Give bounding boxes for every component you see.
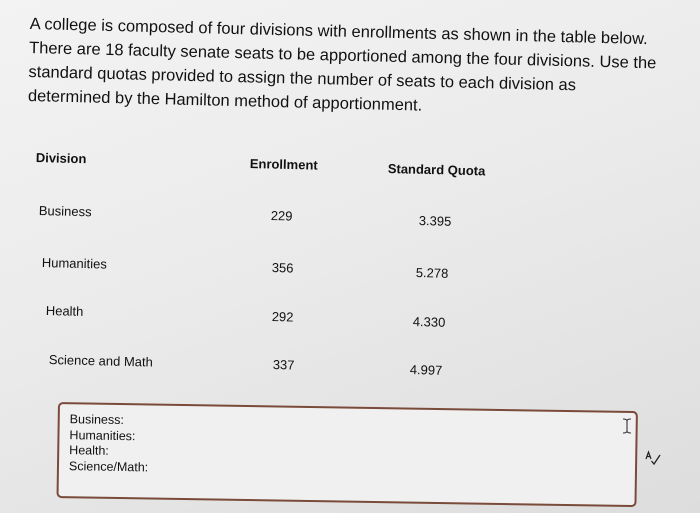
answer-line-humanities: Humanities: bbox=[69, 427, 136, 443]
question-line: determined by the Hamilton method of apportionment. bbox=[27, 86, 423, 115]
text-cursor-icon bbox=[622, 418, 632, 438]
answer-textarea[interactable] bbox=[56, 402, 637, 507]
row-enrollment-health: 292 bbox=[271, 309, 294, 325]
row-division-business: Business bbox=[38, 203, 92, 220]
answer-line-science-math: Science/Math: bbox=[68, 458, 149, 474]
row-enrollment-science-math: 337 bbox=[272, 357, 295, 373]
question-text bbox=[28, 12, 680, 124]
answer-text bbox=[69, 412, 149, 475]
question-line: standard quotas provided to assign the number of seats to each division as bbox=[28, 62, 577, 95]
row-enrollment-humanities: 356 bbox=[271, 260, 294, 276]
row-quota-business: 3.395 bbox=[418, 213, 452, 229]
row-division-humanities: Humanities bbox=[41, 255, 108, 272]
row-quota-health: 4.330 bbox=[412, 314, 446, 330]
question-line: There are 18 faculty senate seats to be apportioned among the four divisions. Use the bbox=[28, 38, 657, 73]
row-division-science-math: Science and Math bbox=[48, 352, 154, 370]
row-division-health: Health bbox=[45, 303, 84, 319]
spellcheck-icon[interactable] bbox=[645, 450, 661, 466]
row-quota-humanities: 5.278 bbox=[415, 265, 449, 281]
header-standard-quota: Standard Quota bbox=[387, 161, 486, 179]
row-enrollment-business: 229 bbox=[270, 208, 293, 224]
header-enrollment: Enrollment bbox=[249, 156, 318, 173]
row-quota-science-math: 4.997 bbox=[409, 362, 443, 378]
question-line: A college is composed of four divisions with enrollments as shown in the table below. bbox=[29, 14, 648, 49]
answer-line-business: Business: bbox=[69, 412, 125, 428]
header-division: Division bbox=[35, 150, 87, 167]
answer-line-health: Health: bbox=[69, 443, 109, 458]
